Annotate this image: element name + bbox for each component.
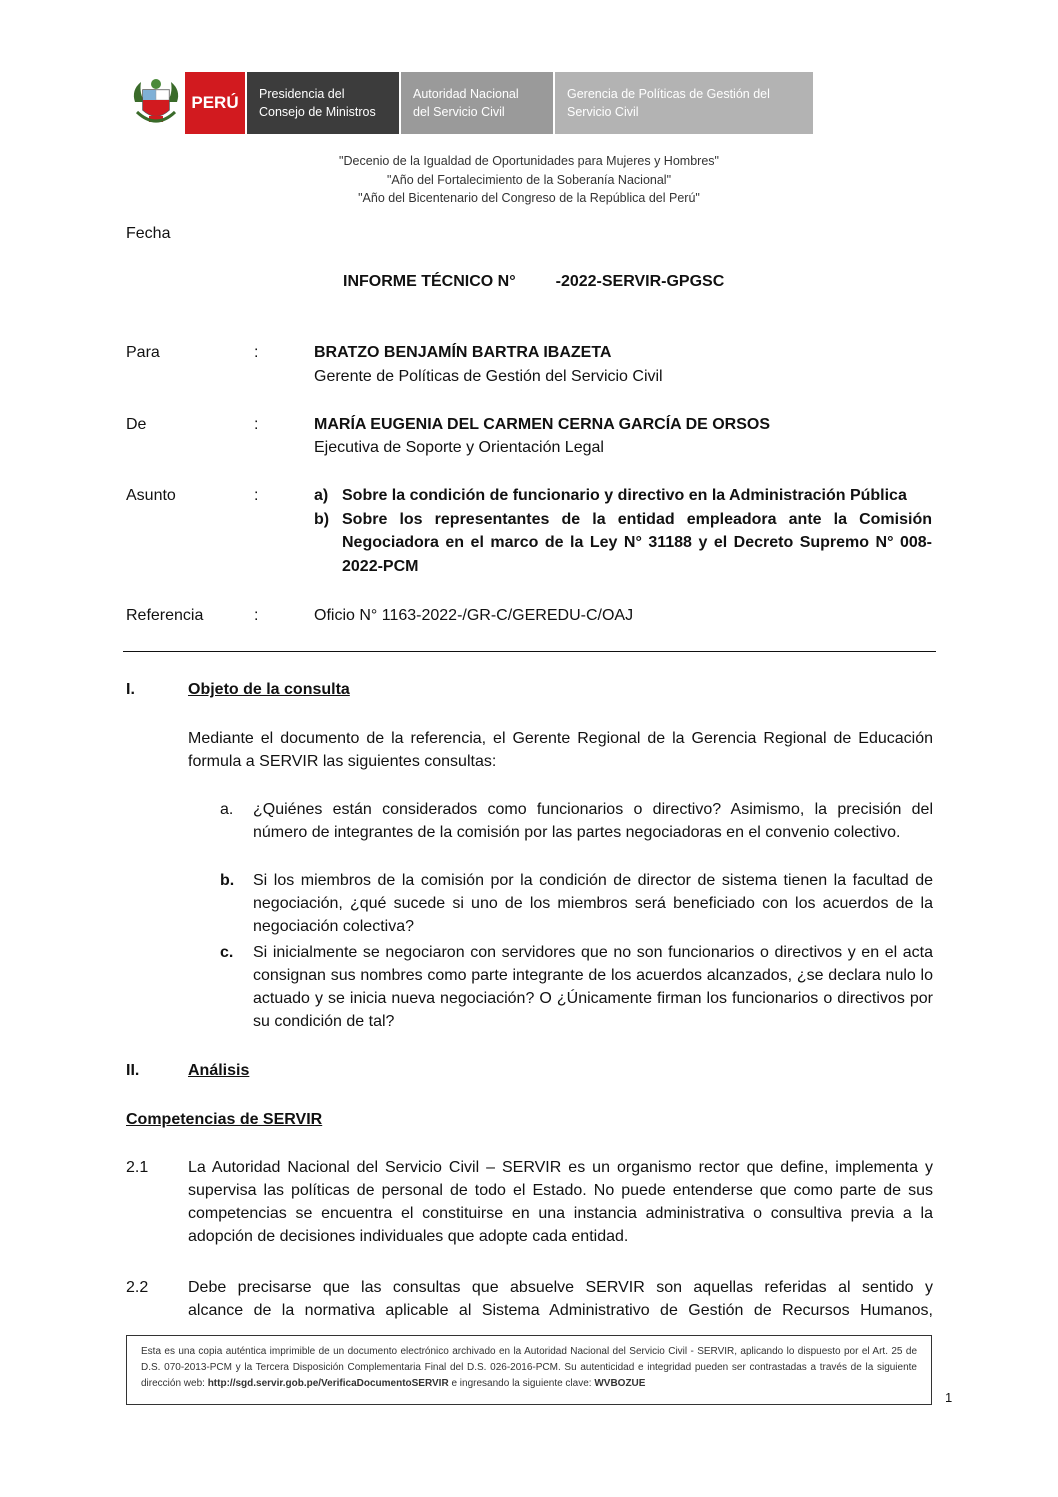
paragraph-2-2-line2: alcance de la normativa aplicable al Sistema Administrativo de Gestión de Recursos Humanos, <box>188 1302 933 1319</box>
question-a-letter: a. <box>220 801 234 818</box>
de-label: De <box>126 416 147 433</box>
section-1-number: I. <box>126 681 135 698</box>
paragraph-2-2-number: 2.2 <box>126 1279 149 1296</box>
motto-line: "Año del Bicentenario del Congreso de la República del Perú" <box>358 191 700 205</box>
divider <box>123 651 936 652</box>
question-c-text: Si inicialmente se negociaron con servidores que no son funcionarios o directivos y en el acta consignan sus nombres como parte integrante de los acuerdos alcanzados, ¿se declara nulo lo actuado y se inicia nueva negociación? O ¿Únicamente firman los funcionarios o directivos por su condición de tal? <box>253 944 933 1030</box>
year-mottos <box>0 152 1058 208</box>
de-name: MARÍA EUGENIA DEL CARMEN CERNA GARCÍA DE ORSOS <box>314 416 771 433</box>
paragraph-2-1-number: 2.1 <box>126 1159 149 1176</box>
section-1-title: Objeto de la consulta <box>188 681 350 698</box>
verification-url[interactable]: http://sgd.servir.gob.pe/VerificaDocumentoSERVIR <box>207 1378 449 1389</box>
asunto-b-line3: 2022-PCM <box>342 558 419 575</box>
asunto-b-letter: b) <box>314 511 330 528</box>
document-title: INFORME TÉCNICO N° -2022-SERVIR-GPGSC <box>343 273 725 290</box>
peru-logo: PERÚ <box>185 72 245 134</box>
referencia-label: Referencia <box>126 607 204 624</box>
asunto-b-line2: Negociadora en el marco de la Ley N° 31188 y el Decreto Supremo N° 008- <box>342 534 932 551</box>
question-b-letter: b. <box>220 872 235 889</box>
verification-key: WVBOZUE <box>594 1378 646 1389</box>
paragraph-2-1: La Autoridad Nacional del Servicio Civil – SERVIR es un organismo rector que define, implementa y supervisa las políticas de personal de todo el Estado. No puede entenderse que como parte de sus competencias se encuentra el constituirse en una instancia administrativa o consultiva previa a la adopción de decisiones individuales que adopte cada entidad. <box>188 1159 933 1245</box>
question-b-text: Si los miembros de la comisión por la condición de director de sistema tienen la facultad de negociación, ¿qué sucede si uno de los miembros será beneficiado con los acuerdos de la negociación colectiva? <box>253 872 933 935</box>
header-box-servir: Autoridad Nacional del Servicio Civil <box>401 72 553 134</box>
asunto-a-letter: a) <box>314 487 329 504</box>
asunto-a-text: Sobre la condición de funcionario y directivo en la Administración Pública <box>342 487 907 504</box>
de-role: Ejecutiva de Soporte y Orientación Legal <box>314 439 604 456</box>
para-colon: : <box>254 344 259 361</box>
de-colon: : <box>254 416 259 433</box>
coat-of-arms-icon <box>127 72 185 134</box>
page-number: 1 <box>945 1390 953 1405</box>
referencia-value: Oficio N° 1163-2022-/GR-C/GEREDU-C/OAJ <box>314 607 634 624</box>
asunto-label: Asunto <box>126 487 176 504</box>
section-2-number: II. <box>126 1062 140 1079</box>
para-name: BRATZO BENJAMÍN BARTRA IBAZETA <box>314 344 612 361</box>
date-label: Fecha <box>126 225 171 242</box>
motto-line: "Año del Fortalecimiento de la Soberanía Nacional" <box>386 172 672 187</box>
referencia-colon: : <box>254 607 259 624</box>
motto-line: "Decenio de la Igualdad de Oportunidades para Mujeres y Hombres" <box>339 154 719 168</box>
letterhead <box>127 72 813 134</box>
authenticity-notice: Esta es una copia auténtica imprimible de un documento electrónico archivado en la Autoridad Nacional del Servicio Civil - SERVIR, aplicando lo dispuesto por el Art. 25 de D.S. 070-2013-PCM y la Tercera Disposición Complementaria Final del D.S. 026-2016-PCM. Su autenticidad e integridad pueden ser contrastadas a través de la siguiente dirección web: http://sgd.servir.gob.pe/VerificaDocumentoSERVIR e ingresando la siguiente clave: WVBOZUE <box>126 1335 932 1405</box>
header-box-pcm: Presidencia del Consejo de Ministros <box>247 72 399 134</box>
question-c-letter: c. <box>220 944 234 961</box>
asunto-colon: : <box>254 487 259 504</box>
section-2-title: Análisis <box>188 1062 250 1079</box>
subsection-title: Competencias de SERVIR <box>126 1111 323 1128</box>
para-label: Para <box>126 344 160 361</box>
section-1-intro: Mediante el documento de la referencia, el Gerente Regional de la Gerencia Regional de Educación formula a SERVIR las siguientes consultas: <box>188 730 933 770</box>
paragraph-2-2-line1: Debe precisarse que las consultas que absuelve SERVIR son aquellas referidas al sentido y <box>188 1279 933 1296</box>
question-a-text: ¿Quiénes están considerados como funcionarios o directivo? Asimismo, la precisión del número de integrantes de la comisión por las partes negociadoras en el convenio colectivo. <box>253 801 933 841</box>
header-box-gerencia: Gerencia de Políticas de Gestión del Servicio Civil <box>555 72 813 134</box>
para-role: Gerente de Políticas de Gestión del Servicio Civil <box>314 368 663 385</box>
asunto-b-line1: Sobre los representantes de la entidad empleadora ante la Comisión <box>342 511 932 528</box>
